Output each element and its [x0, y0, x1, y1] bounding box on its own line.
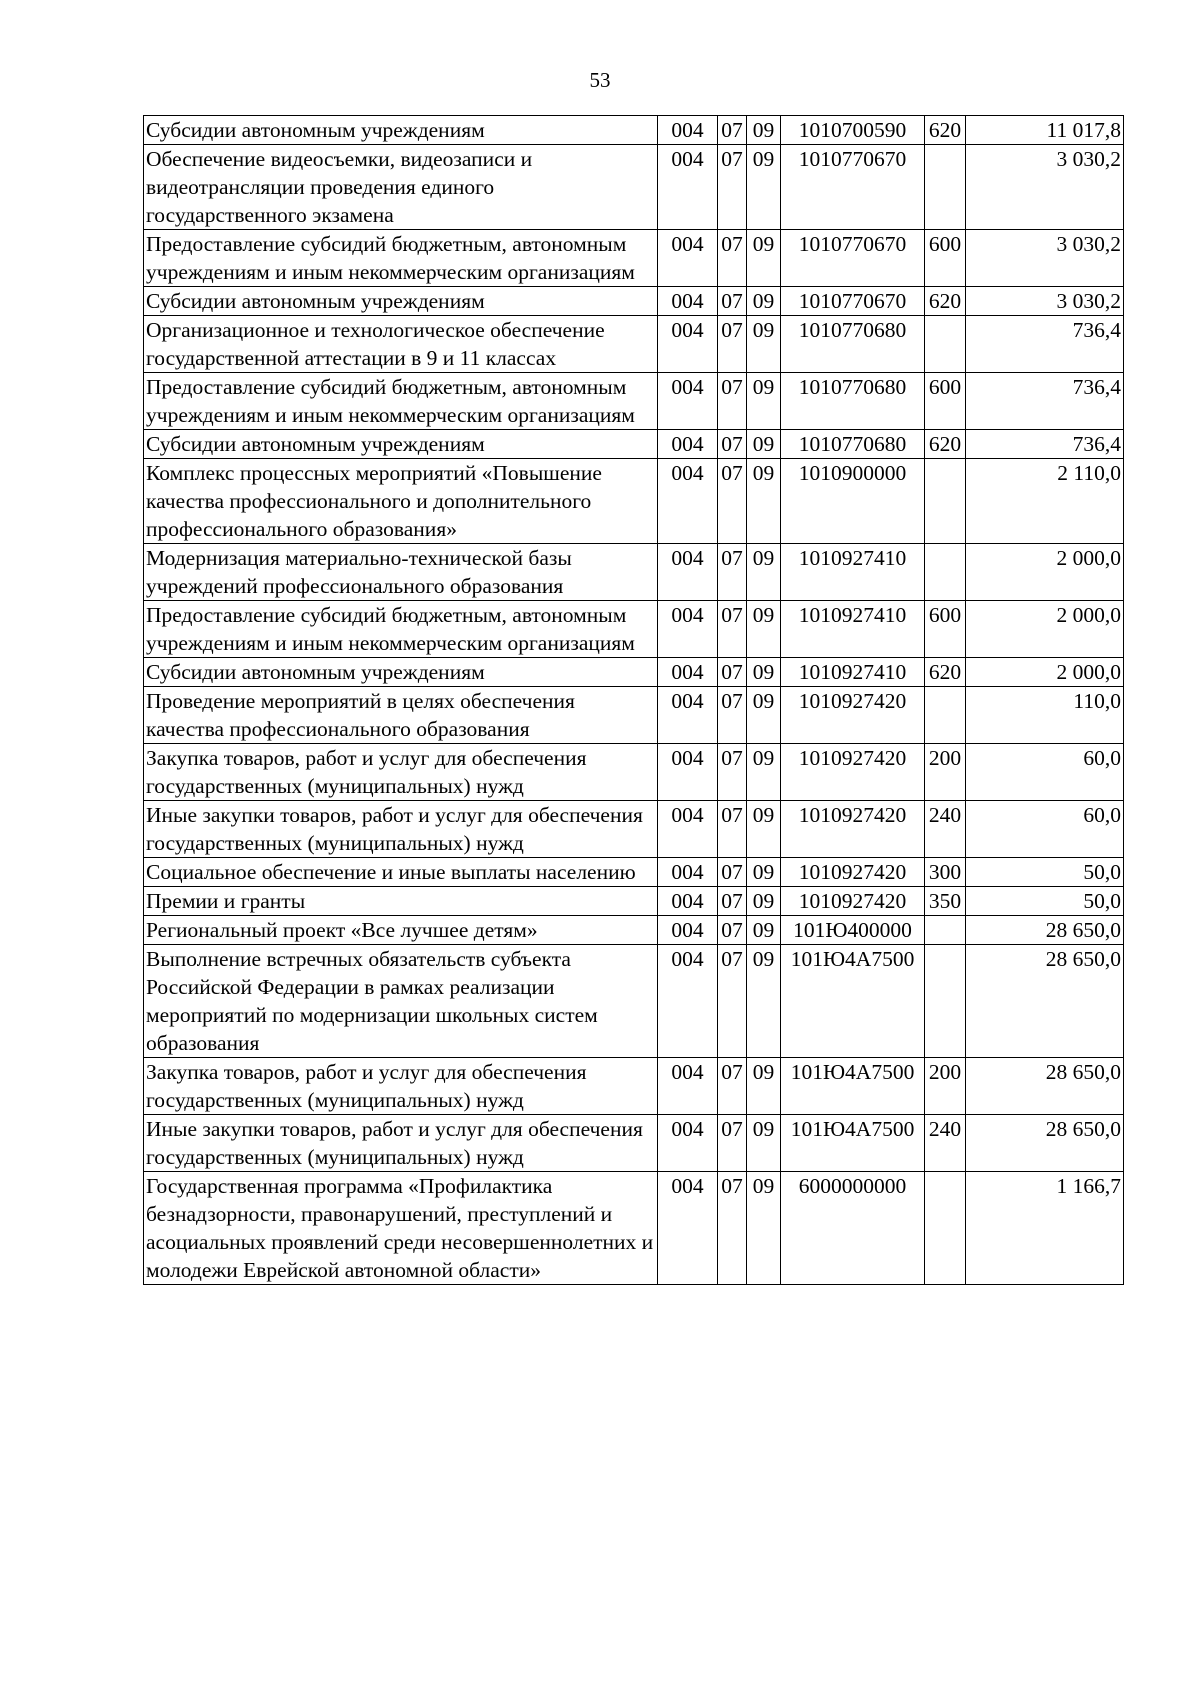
row-target-article-code: 1010927410 — [781, 544, 925, 601]
row-section-code: 07 — [718, 687, 747, 744]
row-ved-code: 004 — [658, 430, 718, 459]
row-subsection-code: 09 — [747, 373, 781, 430]
row-subsection-code: 09 — [747, 316, 781, 373]
row-name: Социальное обеспечение и иные выплаты населению — [144, 858, 658, 887]
row-target-article-code: 1010927410 — [781, 601, 925, 658]
row-expense-type-code: 300 — [925, 858, 966, 887]
row-expense-type-code: 620 — [925, 658, 966, 687]
table-row — [144, 687, 1124, 744]
row-amount: 110,0 — [966, 687, 1124, 744]
row-expense-type-code — [925, 916, 966, 945]
row-expense-type-code: 240 — [925, 801, 966, 858]
row-ved-code: 004 — [658, 116, 718, 145]
row-subsection-code: 09 — [747, 601, 781, 658]
row-subsection-code: 09 — [747, 459, 781, 544]
table-row — [144, 287, 1124, 316]
row-target-article-code: 1010770680 — [781, 316, 925, 373]
row-section-code: 07 — [718, 287, 747, 316]
table-row — [144, 316, 1124, 373]
row-subsection-code: 09 — [747, 916, 781, 945]
row-section-code: 07 — [718, 601, 747, 658]
row-expense-type-code: 620 — [925, 430, 966, 459]
row-expense-type-code: 240 — [925, 1115, 966, 1172]
row-section-code: 07 — [718, 116, 747, 145]
row-subsection-code: 09 — [747, 658, 781, 687]
row-expense-type-code — [925, 1172, 966, 1285]
row-subsection-code: 09 — [747, 801, 781, 858]
row-section-code: 07 — [718, 1172, 747, 1285]
row-name: Региональный проект «Все лучшее детям» — [144, 916, 658, 945]
row-ved-code: 004 — [658, 858, 718, 887]
row-expense-type-code: 200 — [925, 744, 966, 801]
table-row — [144, 430, 1124, 459]
row-name: Обеспечение видеосъемки, видеозаписи и видеотрансляции проведения единого государственного экзамена — [144, 145, 658, 230]
row-name: Проведение мероприятий в целях обеспечения качества профессионального образования — [144, 687, 658, 744]
row-name: Иные закупки товаров, работ и услуг для обеспечения государственных (муниципальных) нужд — [144, 1115, 658, 1172]
row-amount: 2 000,0 — [966, 601, 1124, 658]
row-subsection-code: 09 — [747, 116, 781, 145]
row-expense-type-code: 600 — [925, 601, 966, 658]
row-amount: 28 650,0 — [966, 916, 1124, 945]
row-amount: 50,0 — [966, 887, 1124, 916]
row-amount: 736,4 — [966, 316, 1124, 373]
row-ved-code: 004 — [658, 744, 718, 801]
row-section-code: 07 — [718, 744, 747, 801]
row-target-article-code: 1010770670 — [781, 145, 925, 230]
row-target-article-code: 1010927420 — [781, 801, 925, 858]
row-expense-type-code: 350 — [925, 887, 966, 916]
row-section-code: 07 — [718, 145, 747, 230]
row-ved-code: 004 — [658, 373, 718, 430]
row-section-code: 07 — [718, 945, 747, 1058]
row-subsection-code: 09 — [747, 1115, 781, 1172]
table-row — [144, 116, 1124, 145]
row-target-article-code: 1010900000 — [781, 459, 925, 544]
row-name: Закупка товаров, работ и услуг для обеспечения государственных (муниципальных) нужд — [144, 744, 658, 801]
row-section-code: 07 — [718, 1058, 747, 1115]
row-section-code: 07 — [718, 1115, 747, 1172]
row-name: Предоставление субсидий бюджетным, автономным учреждениям и иным некоммерческим организациям — [144, 373, 658, 430]
row-ved-code: 004 — [658, 887, 718, 916]
row-subsection-code: 09 — [747, 1058, 781, 1115]
row-amount: 11 017,8 — [966, 116, 1124, 145]
row-target-article-code: 101Ю4А7500 — [781, 1058, 925, 1115]
row-subsection-code: 09 — [747, 744, 781, 801]
row-section-code: 07 — [718, 230, 747, 287]
row-expense-type-code: 600 — [925, 230, 966, 287]
row-subsection-code: 09 — [747, 887, 781, 916]
row-target-article-code: 1010927420 — [781, 858, 925, 887]
row-subsection-code: 09 — [747, 287, 781, 316]
row-ved-code: 004 — [658, 916, 718, 945]
row-subsection-code: 09 — [747, 544, 781, 601]
row-section-code: 07 — [718, 544, 747, 601]
row-section-code: 07 — [718, 459, 747, 544]
table-row — [144, 1172, 1124, 1285]
row-ved-code: 004 — [658, 687, 718, 744]
row-expense-type-code — [925, 945, 966, 1058]
row-section-code: 07 — [718, 801, 747, 858]
table-row — [144, 544, 1124, 601]
row-ved-code: 004 — [658, 801, 718, 858]
row-subsection-code: 09 — [747, 230, 781, 287]
row-name: Субсидии автономным учреждениям — [144, 116, 658, 145]
table-row — [144, 858, 1124, 887]
row-amount: 736,4 — [966, 430, 1124, 459]
row-name: Субсидии автономным учреждениям — [144, 287, 658, 316]
row-section-code: 07 — [718, 658, 747, 687]
row-expense-type-code: 600 — [925, 373, 966, 430]
row-target-article-code: 101Ю400000 — [781, 916, 925, 945]
table-row — [144, 945, 1124, 1058]
row-amount: 736,4 — [966, 373, 1124, 430]
row-ved-code: 004 — [658, 1115, 718, 1172]
row-name: Государственная программа «Профилактика безнадзорности, правонарушений, преступлений и асоциальных проявлений среди несовершеннолетних и молодежи Еврейской автономной области» — [144, 1172, 658, 1285]
row-section-code: 07 — [718, 316, 747, 373]
row-ved-code: 004 — [658, 316, 718, 373]
table-row — [144, 658, 1124, 687]
row-name: Субсидии автономным учреждениям — [144, 430, 658, 459]
row-target-article-code: 1010770670 — [781, 230, 925, 287]
row-ved-code: 004 — [658, 601, 718, 658]
row-subsection-code: 09 — [747, 430, 781, 459]
page-number: 53 — [589, 68, 611, 92]
table-row — [144, 601, 1124, 658]
row-subsection-code: 09 — [747, 1172, 781, 1285]
row-amount: 60,0 — [966, 744, 1124, 801]
row-amount: 3 030,2 — [966, 145, 1124, 230]
row-ved-code: 004 — [658, 1058, 718, 1115]
row-expense-type-code: 620 — [925, 287, 966, 316]
row-name: Комплекс процессных мероприятий «Повышение качества профессионального и дополнительного профессионального образования» — [144, 459, 658, 544]
row-target-article-code: 6000000000 — [781, 1172, 925, 1285]
row-amount: 1 166,7 — [966, 1172, 1124, 1285]
row-amount: 28 650,0 — [966, 1058, 1124, 1115]
row-name: Закупка товаров, работ и услуг для обеспечения государственных (муниципальных) нужд — [144, 1058, 658, 1115]
row-section-code: 07 — [718, 373, 747, 430]
row-amount: 50,0 — [966, 858, 1124, 887]
row-name: Выполнение встречных обязательств субъекта Российской Федерации в рамках реализации мероприятий по модернизации школьных систем образования — [144, 945, 658, 1058]
table-row — [144, 459, 1124, 544]
row-section-code: 07 — [718, 858, 747, 887]
table-row — [144, 887, 1124, 916]
row-expense-type-code — [925, 316, 966, 373]
table-row — [144, 916, 1124, 945]
budget-table — [143, 115, 1124, 1285]
table-row — [144, 744, 1124, 801]
row-amount: 2 000,0 — [966, 658, 1124, 687]
row-target-article-code: 1010927420 — [781, 887, 925, 916]
row-ved-code: 004 — [658, 658, 718, 687]
row-expense-type-code — [925, 544, 966, 601]
row-amount: 2 000,0 — [966, 544, 1124, 601]
table-body — [144, 116, 1124, 1285]
row-target-article-code: 1010770670 — [781, 287, 925, 316]
row-amount: 60,0 — [966, 801, 1124, 858]
row-name: Организационное и технологическое обеспечение государственной аттестации в 9 и 11 классах — [144, 316, 658, 373]
row-name: Предоставление субсидий бюджетным, автономным учреждениям и иным некоммерческим организациям — [144, 230, 658, 287]
row-ved-code: 004 — [658, 230, 718, 287]
row-name: Иные закупки товаров, работ и услуг для обеспечения государственных (муниципальных) нужд — [144, 801, 658, 858]
row-name: Модернизация материально-технической базы учреждений профессионального образования — [144, 544, 658, 601]
row-amount: 28 650,0 — [966, 945, 1124, 1058]
row-ved-code: 004 — [658, 544, 718, 601]
row-expense-type-code — [925, 145, 966, 230]
row-subsection-code: 09 — [747, 687, 781, 744]
row-subsection-code: 09 — [747, 945, 781, 1058]
row-expense-type-code: 620 — [925, 116, 966, 145]
row-expense-type-code — [925, 459, 966, 544]
row-subsection-code: 09 — [747, 145, 781, 230]
row-amount: 28 650,0 — [966, 1115, 1124, 1172]
row-ved-code: 004 — [658, 459, 718, 544]
table-row — [144, 230, 1124, 287]
row-section-code: 07 — [718, 916, 747, 945]
table-row — [144, 1115, 1124, 1172]
row-name: Предоставление субсидий бюджетным, автономным учреждениям и иным некоммерческим организациям — [144, 601, 658, 658]
row-expense-type-code: 200 — [925, 1058, 966, 1115]
row-ved-code: 004 — [658, 287, 718, 316]
row-section-code: 07 — [718, 887, 747, 916]
row-section-code: 07 — [718, 430, 747, 459]
table-row — [144, 373, 1124, 430]
row-subsection-code: 09 — [747, 858, 781, 887]
row-target-article-code: 1010927420 — [781, 744, 925, 801]
row-ved-code: 004 — [658, 945, 718, 1058]
row-amount: 3 030,2 — [966, 230, 1124, 287]
row-name: Премии и гранты — [144, 887, 658, 916]
row-target-article-code: 101Ю4А7500 — [781, 945, 925, 1058]
table-row — [144, 801, 1124, 858]
row-ved-code: 004 — [658, 145, 718, 230]
row-ved-code: 004 — [658, 1172, 718, 1285]
row-amount: 3 030,2 — [966, 287, 1124, 316]
row-target-article-code: 1010927410 — [781, 658, 925, 687]
row-target-article-code: 1010700590 — [781, 116, 925, 145]
row-expense-type-code — [925, 687, 966, 744]
row-target-article-code: 1010927420 — [781, 687, 925, 744]
row-name: Субсидии автономным учреждениям — [144, 658, 658, 687]
table-row — [144, 145, 1124, 230]
row-amount: 2 110,0 — [966, 459, 1124, 544]
row-target-article-code: 1010770680 — [781, 430, 925, 459]
row-target-article-code: 101Ю4А7500 — [781, 1115, 925, 1172]
table-row — [144, 1058, 1124, 1115]
row-target-article-code: 1010770680 — [781, 373, 925, 430]
